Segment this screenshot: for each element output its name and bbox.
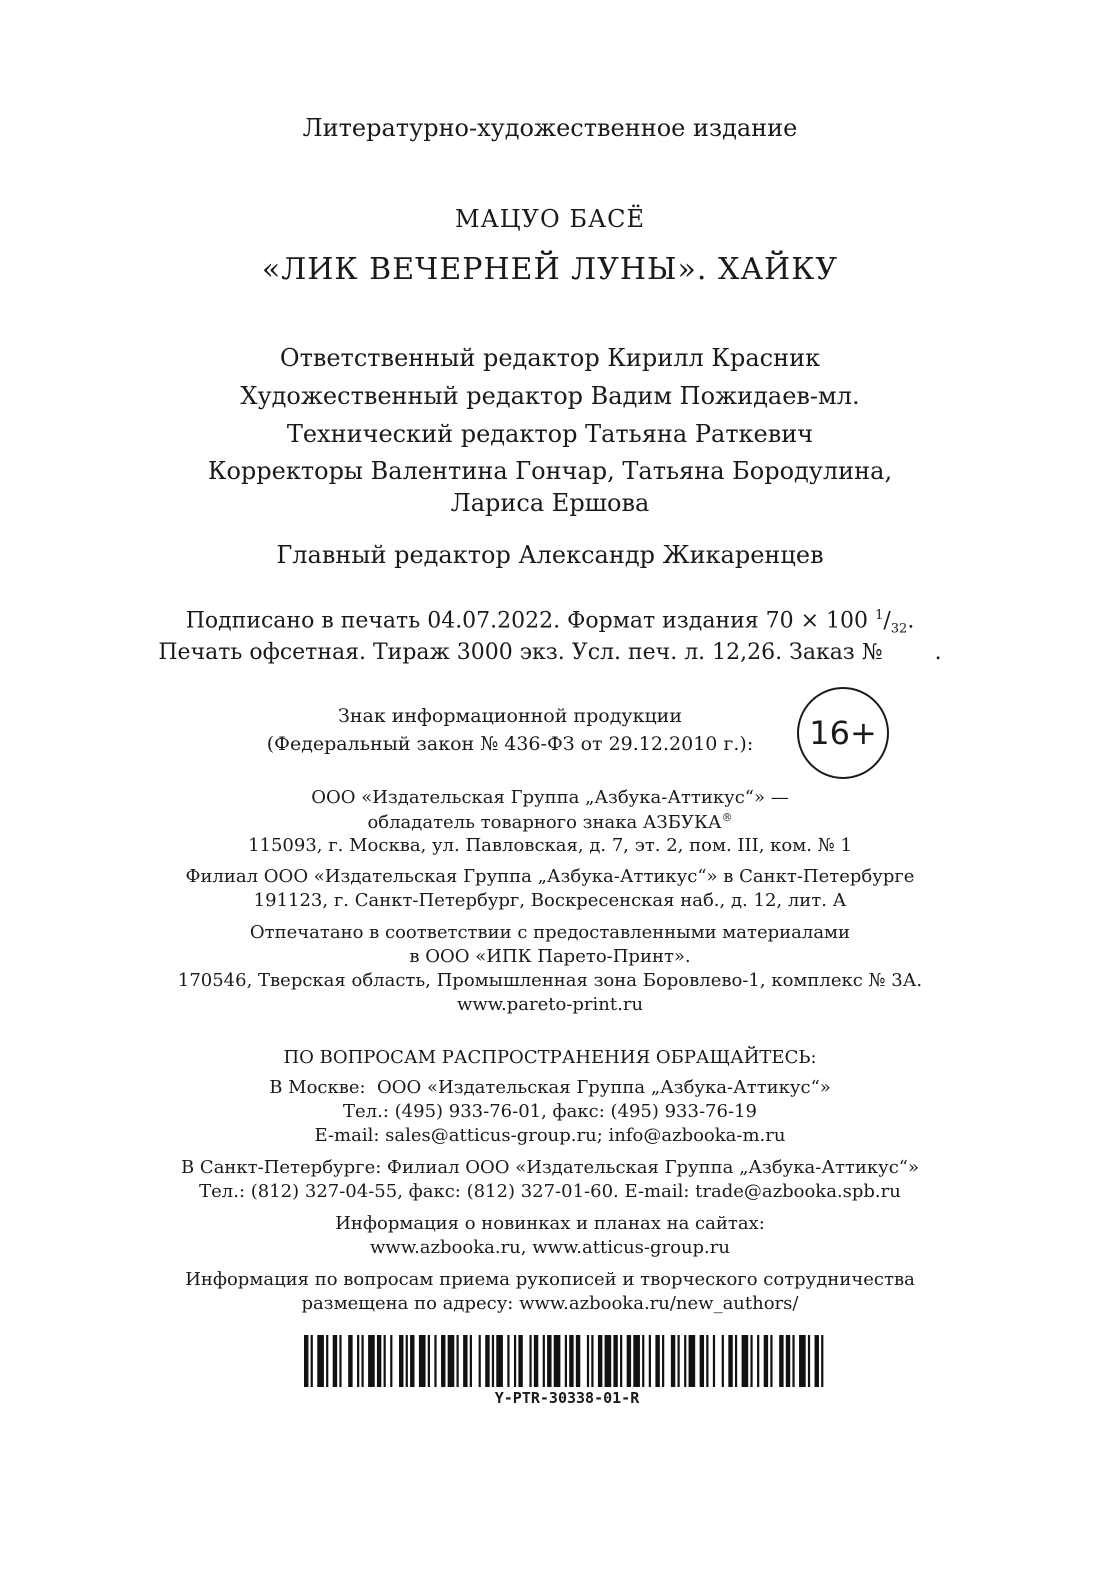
barcode (304, 1335, 830, 1387)
barcode-bar (689, 1335, 696, 1387)
publisher-owner-text: обладатель товарного знака АЗБУКА (367, 812, 722, 833)
distribution-spb: В Санкт-Петербурге: Филиал ООО «Издательская Группа „Азбука-Аттикус“» (180, 1157, 920, 1178)
barcode-bar (764, 1335, 768, 1387)
barcode-bar (576, 1335, 580, 1387)
barcode-bar (410, 1335, 414, 1387)
info-sign-law: (Федеральный закон № 436-ФЗ от 29.12.2010 г.): (266, 733, 754, 755)
barcode-bar (448, 1335, 455, 1387)
barcode-bar (620, 1335, 622, 1387)
barcode-code: Y-PTR-30338-01-R (494, 1389, 640, 1407)
barcode-bar (463, 1335, 467, 1387)
barcode-bar (492, 1335, 494, 1387)
chief-editor: Главный редактор Александр Жикаренцев (276, 541, 824, 569)
printer-address: 170546, Тверская область, Промышленная зона Боровлево-1, комплекс № 3А. (177, 970, 923, 991)
barcode-bar (757, 1335, 759, 1387)
barcode-bar (529, 1335, 531, 1387)
book-title: «ЛИК ВЕЧЕРНЕЙ ЛУНЫ». ХАЙКУ (261, 252, 839, 287)
printer-line: в ООО «ИПК Парето-Принт». (409, 946, 691, 967)
barcode-bar (384, 1335, 386, 1387)
barcode-bar (399, 1335, 403, 1387)
barcode-bar (390, 1335, 392, 1387)
moscow-email: E-mail: sales@atticus-group.ru; info@azbooka-m.ru (314, 1125, 786, 1146)
websites-urls: www.azbooka.ru, www.atticus-group.ru (370, 1237, 730, 1258)
barcode-bar (304, 1335, 308, 1387)
barcode-bar (434, 1335, 436, 1387)
barcode-bar (770, 1335, 772, 1387)
publisher-owner (0, 811, 1100, 833)
registered-mark: ® (721, 811, 733, 824)
barcode-bar (406, 1335, 408, 1387)
barcode-bar (821, 1335, 823, 1387)
barcode-bar (368, 1335, 375, 1387)
barcode-bar (779, 1335, 783, 1387)
publisher-name: ООО «Издательская Группа „Азбука-Аттикус“» — (311, 787, 789, 808)
barcode-bar (627, 1335, 631, 1387)
barcode-bar (655, 1335, 659, 1387)
credit-line: Ответственный редактор Кирилл Красник (279, 344, 821, 372)
barcode-bar (326, 1335, 328, 1387)
barcode-bar (333, 1335, 337, 1387)
branch-name: Филиал ООО «Издательская Группа „Азбука-Аттикус“» в Санкт-Петербурге (185, 866, 915, 887)
manuscripts-url: размещена по адресу: www.azbooka.ru/new_authors/ (301, 1293, 799, 1314)
barcode-bar (377, 1335, 381, 1387)
barcode-bar (700, 1335, 704, 1387)
barcode-bar (735, 1335, 737, 1387)
barcode-bar (543, 1335, 545, 1387)
barcode-bar (706, 1335, 708, 1387)
barcode-bar (728, 1335, 732, 1387)
barcode-bar (457, 1335, 459, 1387)
edition-type: Литературно-художественное издание (302, 114, 798, 142)
barcode-bar (569, 1335, 573, 1387)
print-info-end: . (907, 608, 915, 634)
barcode-bar (348, 1335, 352, 1387)
format-numerator: 1 (875, 608, 884, 623)
print-info-end: . (934, 640, 942, 665)
manuscripts-info: Информация по вопросам приема рукописей и творческого сотрудничества (185, 1269, 915, 1290)
barcode-bar (587, 1335, 589, 1387)
barcode-bar (357, 1335, 359, 1387)
barcode-bar (642, 1335, 644, 1387)
barcode-bar (565, 1335, 567, 1387)
barcode-bar (419, 1335, 426, 1387)
format-denominator: 32 (890, 621, 908, 637)
print-info-text: Печать офсетная. Тираж 3000 экз. Усл. печ. л. 12,26. Заказ № (158, 640, 883, 665)
print-info-line2 (0, 640, 1100, 665)
barcode-bar (684, 1335, 686, 1387)
barcode-bar (742, 1335, 749, 1387)
barcode-bar (598, 1335, 602, 1387)
barcode-bar (479, 1335, 481, 1387)
barcode-bar (317, 1335, 324, 1387)
barcode-bar (311, 1335, 313, 1387)
barcode-bar (713, 1335, 715, 1387)
credit-line: Художественный редактор Вадим Пожидаев-мл. (240, 382, 860, 410)
barcode-bar (662, 1335, 664, 1387)
barcode-bar (470, 1335, 472, 1387)
info-sign-label: Знак информационной продукции (337, 705, 682, 727)
barcode-bar (361, 1335, 363, 1387)
barcode-bar (496, 1335, 503, 1387)
barcode-bar (507, 1335, 509, 1387)
barcode-bar (799, 1335, 806, 1387)
printer-line: Отпечатано в соответствии с предоставленными материалами (249, 922, 851, 943)
barcode-bar (722, 1335, 724, 1387)
credit-line: Корректоры Валентина Гончар, Татьяна Бородулина, (207, 457, 893, 485)
barcode-bar (786, 1335, 790, 1387)
print-info-text: Подписано в печать 04.07.2022. Формат издания 70 × 100 (185, 608, 869, 634)
distribution-moscow (0, 1077, 1100, 1098)
credit-line: Технический редактор Татьяна Раткевич (286, 420, 814, 448)
barcode-bar (633, 1335, 640, 1387)
barcode-bar (514, 1335, 516, 1387)
barcode-bar (808, 1335, 810, 1387)
barcode-bar (591, 1335, 593, 1387)
spb-contacts: Тел.: (812) 327-04-55, факс: (812) 327-01-60. E-mail: trade@azbooka.spb.ru (199, 1181, 901, 1202)
websites-info: Информация о новинках и планах на сайтах: (335, 1213, 765, 1234)
branch-address: 191123, г. Санкт-Петербург, Воскресенская наб., д. 12, лит. А (253, 890, 847, 911)
barcode-bar (678, 1335, 680, 1387)
barcode-bar (613, 1335, 617, 1387)
barcode-bar (518, 1335, 522, 1387)
barcode-bar (649, 1335, 651, 1387)
barcode-bar (815, 1335, 819, 1387)
barcode-bar (792, 1335, 794, 1387)
moscow-label: В Москве: (269, 1077, 366, 1098)
barcode-bar (547, 1335, 551, 1387)
barcode-bar (605, 1335, 612, 1387)
barcode-bar (554, 1335, 561, 1387)
credit-line: Лариса Ершова (450, 489, 650, 517)
barcode-bar (485, 1335, 489, 1387)
distribution-heading: ПО ВОПРОСАМ РАСПРОСТРАНЕНИЯ ОБРАЩАЙТЕСЬ: (283, 1047, 817, 1068)
author-name: МАЦУО БАСЁ (454, 205, 646, 233)
moscow-org: ООО «Издательская Группа „Азбука-Аттикус“» (377, 1077, 831, 1098)
printer-url: www.pareto-print.ru (456, 994, 644, 1015)
barcode-bar (534, 1335, 538, 1387)
barcode-bar (750, 1335, 752, 1387)
barcode-bar (339, 1335, 341, 1387)
moscow-phone: Тел.: (495) 933-76-01, факс: (495) 933-76-19 (343, 1101, 757, 1122)
barcode-bar (671, 1335, 675, 1387)
barcode-bar (441, 1335, 445, 1387)
barcode-bar (428, 1335, 430, 1387)
age-rating-badge: 16+ (797, 687, 889, 779)
publisher-address: 115093, г. Москва, ул. Павловская, д. 7, эт. 2, пом. III, ком. № 1 (248, 835, 852, 856)
print-info-line1: Подписано в печать 04.07.2022. Формат издания 70 × 100 $^1/_{32}$. (185, 608, 915, 637)
